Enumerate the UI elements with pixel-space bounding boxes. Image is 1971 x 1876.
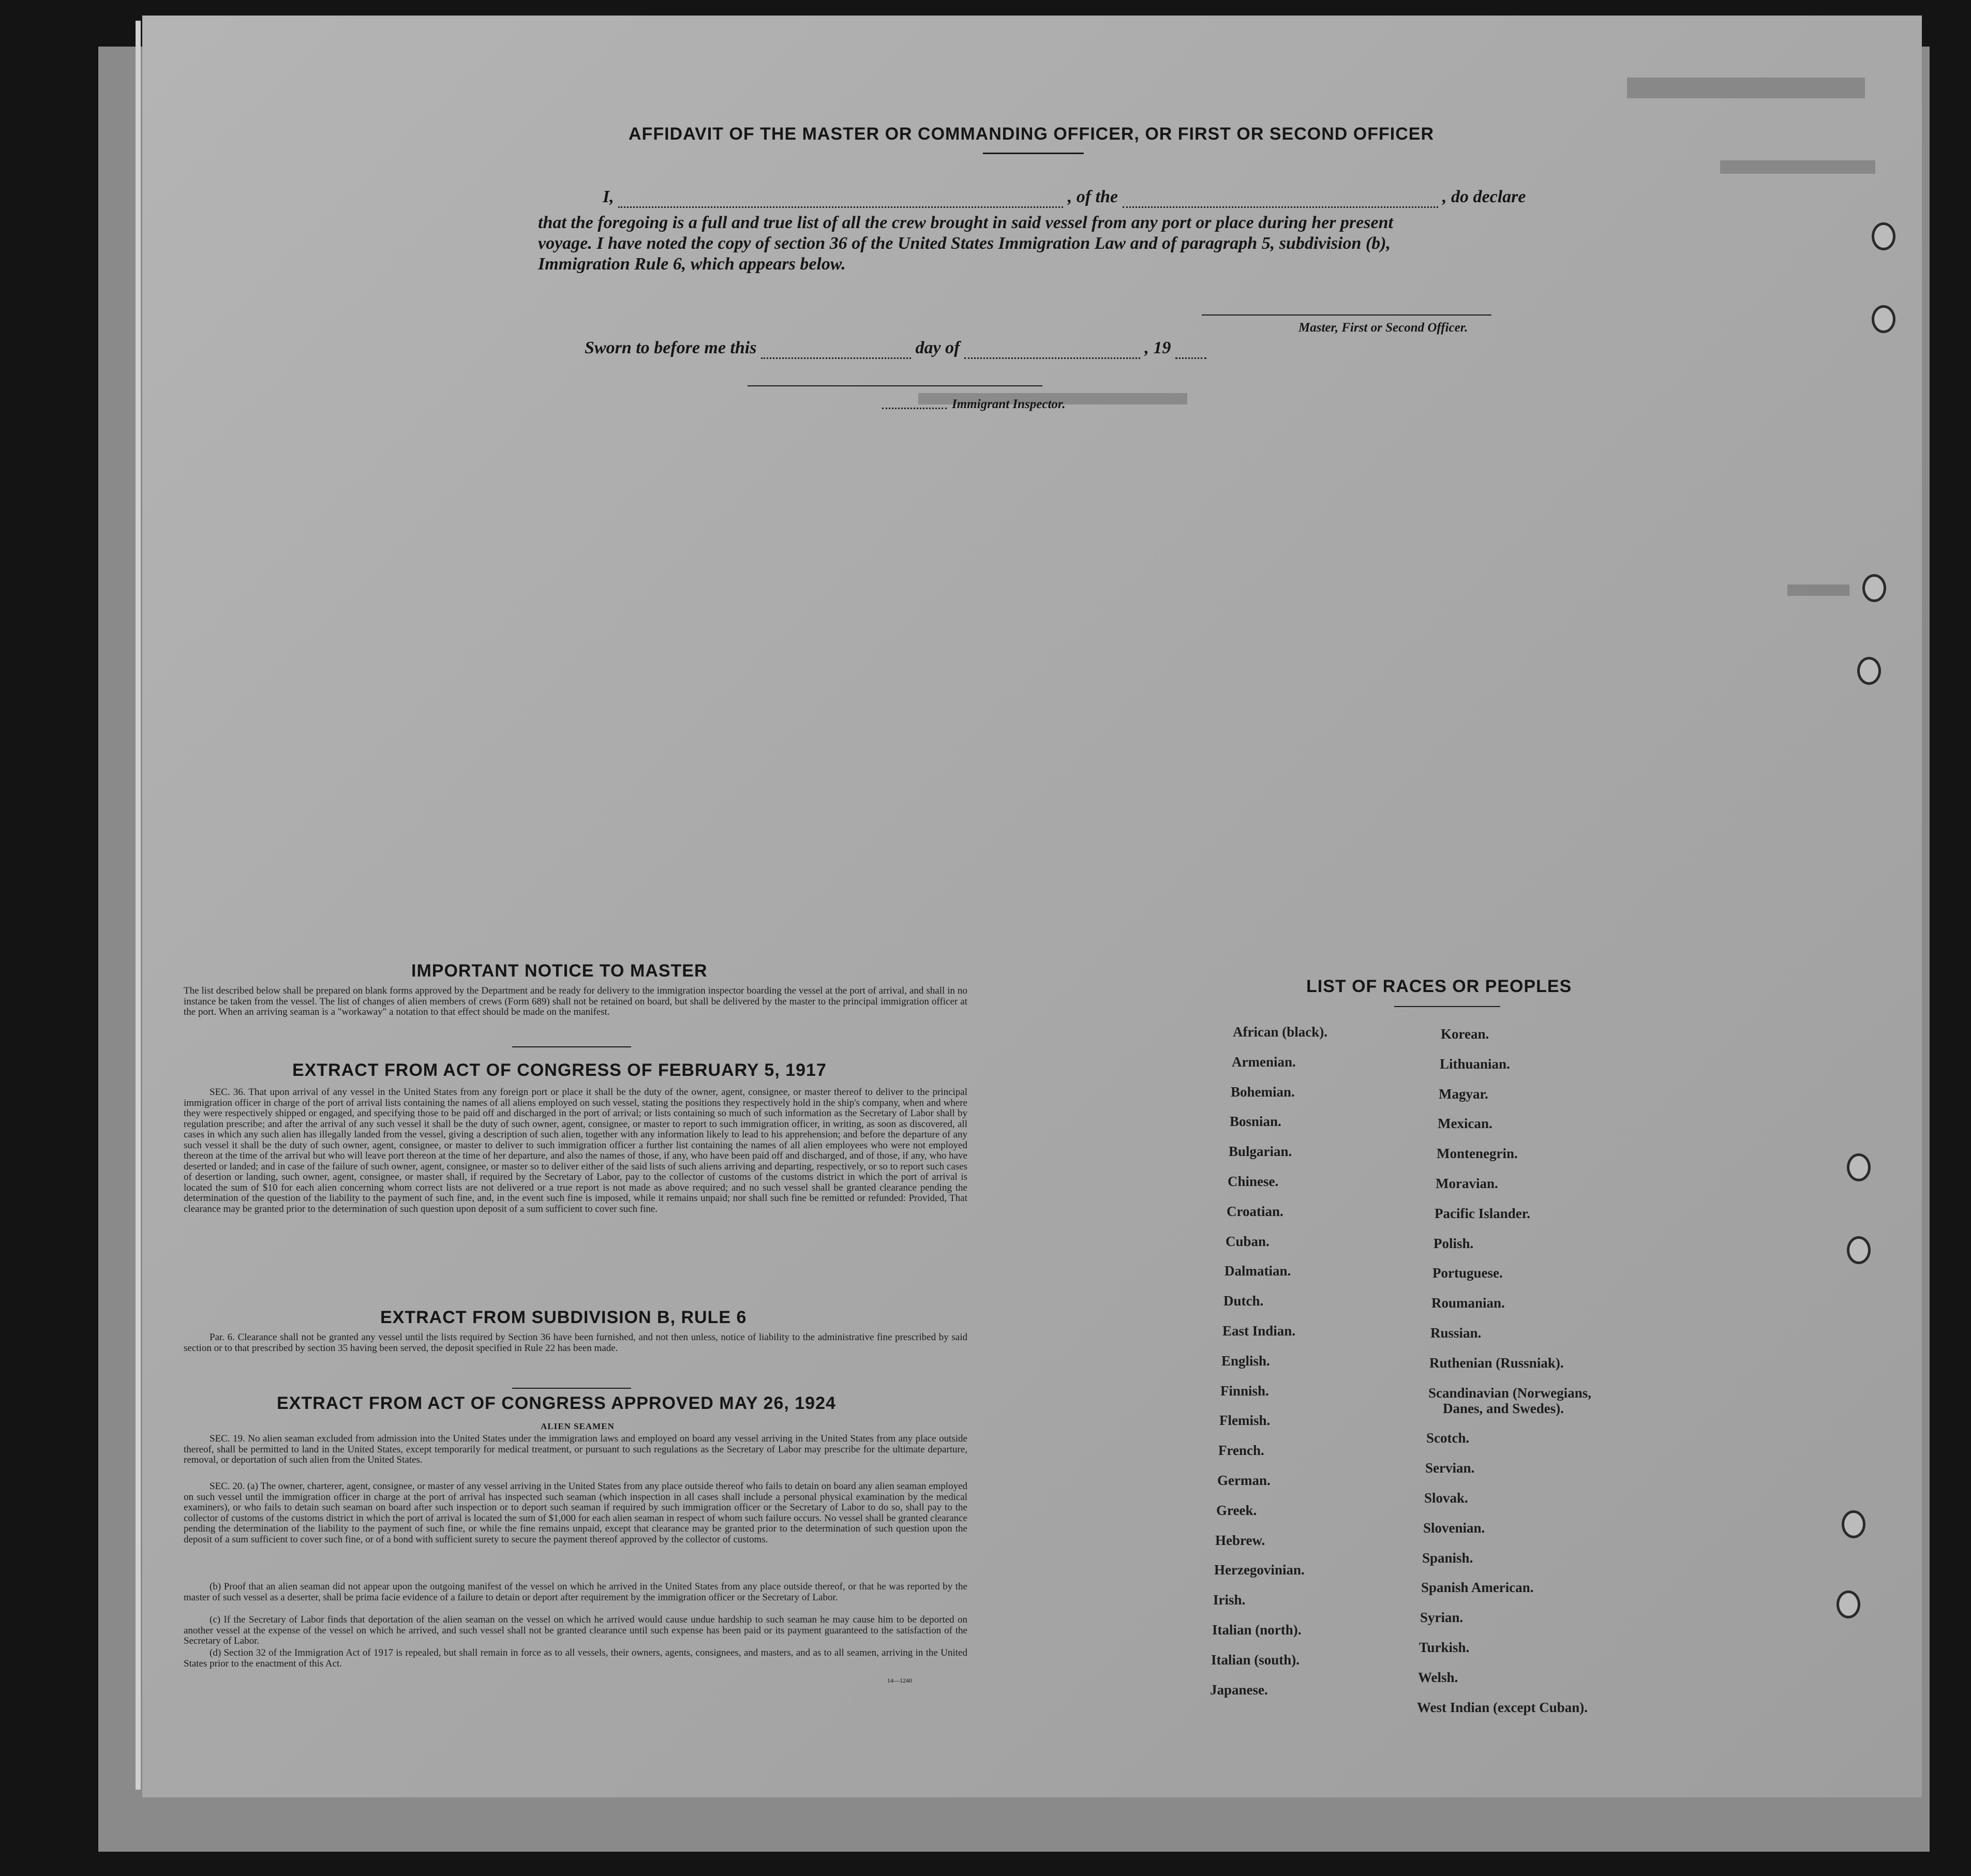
title-rule <box>983 153 1084 154</box>
affidavit-line-1 <box>603 186 1526 208</box>
race-entry: Bosnian. <box>1230 1114 1281 1130</box>
race-entry: Mexican. <box>1438 1116 1492 1132</box>
sworn-day-field[interactable] <box>761 342 911 359</box>
alien-seamen-subtitle: ALIEN SEAMEN <box>541 1421 615 1431</box>
race-entry: Flemish. <box>1219 1413 1271 1429</box>
race-entry: English. <box>1221 1353 1270 1369</box>
race-entry: Danes, and Swedes). <box>1443 1400 1564 1416</box>
bleed-through-mark <box>1787 584 1849 596</box>
race-entry: Bohemian. <box>1231 1084 1295 1100</box>
sworn-line <box>585 337 1206 359</box>
race-entry: Croatian. <box>1227 1203 1283 1219</box>
binder-hole <box>1836 1590 1860 1618</box>
race-entry: Japanese. <box>1210 1682 1268 1698</box>
race-entry: Pacific Islander. <box>1435 1205 1530 1221</box>
race-entry: Russian. <box>1430 1325 1482 1341</box>
document-page <box>142 16 1922 1797</box>
race-entry: Chinese. <box>1228 1174 1279 1189</box>
race-entry: Scotch. <box>1426 1430 1470 1446</box>
race-entry: Spanish. <box>1422 1550 1473 1566</box>
race-entry: Dutch. <box>1223 1293 1264 1309</box>
master-signature-line[interactable] <box>1202 314 1491 316</box>
binder-hole <box>1847 1153 1871 1181</box>
sworn-year-field[interactable] <box>1175 342 1206 359</box>
binder-hole <box>1842 1510 1865 1538</box>
race-entry: Polish. <box>1434 1235 1474 1251</box>
notice-rule <box>512 1046 631 1047</box>
race-entry: Welsh. <box>1418 1669 1458 1685</box>
affidavit-line-3: voyage. I have noted the copy of section 36 of the United States Immigration Law and of paragraph 5, subdivision (b), <box>538 234 1391 253</box>
race-entry: Roumanian. <box>1431 1295 1505 1311</box>
race-entry: African (black). <box>1233 1024 1327 1040</box>
sworn-month-field[interactable] <box>964 342 1140 359</box>
binder-hole <box>1872 222 1895 250</box>
inspector-dots <box>882 397 947 409</box>
binder-hole <box>1872 305 1895 333</box>
race-entry: Moravian. <box>1436 1176 1498 1191</box>
page-edge <box>136 21 141 1790</box>
notice-title: IMPORTANT NOTICE TO MASTER <box>411 961 708 981</box>
sec-20d-text: (d) Section 32 of the Immigration Act of 1917 is repealed, but shall remain in force as to all vessels, their owners, agents, consignees, and masters, and as to all seamen, arriving in the United States prior to the enactment of this Act. <box>184 1647 967 1669</box>
race-entry: Syrian. <box>1420 1610 1464 1626</box>
race-entry: Italian (north). <box>1212 1622 1302 1638</box>
race-entry: Slovenian. <box>1423 1520 1485 1536</box>
extract-rule6-text: Par. 6. Clearance shall not be granted any vessel until the lists required by Section 36 have been furnished, and not then unless, notice of liability to the administrative fine prescribed by said section or to that prescribed by section 35 having been served, the deposit specified in Rule 22 has been made. <box>184 1332 967 1354</box>
extract-1917-title: EXTRACT FROM ACT OF CONGRESS OF FEBRUARY 5, 1917 <box>292 1060 827 1080</box>
races-title: LIST OF RACES OR PEOPLES <box>1306 977 1572 996</box>
inspector-label: Immigrant Inspector. <box>952 397 1066 411</box>
race-entry: Ruthenian (Russniak). <box>1429 1355 1564 1371</box>
extract-rule6-title: EXTRACT FROM SUBDIVISION B, RULE 6 <box>380 1308 747 1327</box>
inspector-signature-line[interactable] <box>748 385 1042 386</box>
race-entry: Slovak. <box>1424 1490 1468 1506</box>
race-entry: Magyar. <box>1439 1086 1488 1102</box>
affidavit-of-the: , of the <box>1067 187 1118 206</box>
extract-1924-title: EXTRACT FROM ACT OF CONGRESS APPROVED MAY 26, 1924 <box>277 1393 836 1413</box>
affidavit-i: I, <box>603 187 614 206</box>
vessel-name-field[interactable] <box>1123 191 1438 208</box>
race-entry: East Indian. <box>1222 1323 1296 1339</box>
race-entry: Dalmatian. <box>1225 1263 1291 1279</box>
race-entry: Portuguese. <box>1432 1265 1503 1281</box>
sworn-year: , 19 <box>1144 338 1171 357</box>
race-entry: Hebrew. <box>1215 1532 1265 1548</box>
master-name-field[interactable] <box>618 191 1063 208</box>
master-label: Master, First or Second Officer. <box>1298 321 1468 335</box>
sec-20b-text: (b) Proof that an alien seaman did not appear upon the outgoing manifest of the vessel on which he arrived in the United States from any place outside thereof, or that he was reported by the master of such vessel as a deserter, shall be prima facie evidence of a failure to detain or deport after requirement by the immigration officer or the Secretary of Labor. <box>184 1581 967 1603</box>
race-entry: French. <box>1218 1443 1264 1459</box>
race-entry: Lithuanian. <box>1440 1056 1510 1072</box>
sec-20c-text: (c) If the Secretary of Labor finds that deportation of the alien seaman on the vessel on which he arrived would cause undue hardship to such seaman he may cause him to be deported on another vessel at the expense of the vessel on which he arrived, and such vessel shall not be granted clearance until such expense has been paid or its payment guaranteed to the satisfaction of the Secretary of Labor. <box>184 1614 967 1646</box>
binder-hole <box>1862 574 1886 602</box>
race-entry: Turkish. <box>1419 1640 1470 1655</box>
affidavit-do-declare: , do declare <box>1442 187 1526 206</box>
race-entry: Cuban. <box>1226 1233 1270 1249</box>
race-entry: Greek. <box>1216 1502 1257 1518</box>
race-entry: Scandinavian (Norwegians, <box>1428 1385 1592 1401</box>
races-rule <box>1394 1006 1500 1007</box>
race-entry: Montenegrin. <box>1437 1146 1518 1162</box>
race-entry: Finnish. <box>1220 1383 1269 1399</box>
sworn-start: Sworn to before me this <box>585 338 757 357</box>
bleed-through-mark <box>1627 78 1865 98</box>
sec-19-text: SEC. 19. No alien seaman excluded from admission into the United States under the immigration laws and employed on board any vessel arriving in the United States from any place outside thereof, shall be permitted to land in the United States, except temporarily for medical treatment, or pursuant to such regulations as the Secretary of Labor may prescribe for the ultimate departure, removal, or deportation of such alien from the United States. <box>184 1433 967 1465</box>
extract-1917-text: SEC. 36. That upon arrival of any vessel in the United States from any foreign port or place it shall be the duty of the owner, agent, consignee, or master thereof to deliver to the principal immigration officer in charge of the port of arrival lists containing the names of all aliens employed on such vessel, stating the positions they respectively hold in the ship's company, when and where they were respectively shipped or engaged, and specifying those to be paid off and discharged in the port of arrival; or lists containing so much of such information as the Secretary of Labor shall by regulation prescribe; and after the arrival of any such vessel it shall be the duty of such owner, agent, consignee, or master to report to such immigration officer, in writing, as soon as discovered, all cases in which any such alien has illegally landed from the vessel, giving a description of such alien, together with any information likely to lead to his apprehension; and before the departure of any such vessel it shall be the duty of such owner, agent, consignee, or master to deliver to such immigration officer a further list containing the names of all alien employees who were not employed thereon at the time of the arrival but who will leave port thereon at the time of her departure, and also the names of those, if any, who have been paid off and discharged, and of those, if any, who have deserted or landed; and in case of the failure of such owner, agent, consignee, or master so to deliver either of the said lists of such aliens arriving and departing, respectively, or so to report such cases of desertion or landing, such owner, agent, consignee, or master shall, if required by the Secretary of Labor, pay to the collector of customs of the customs district in which the port of arrival is located the sum of $10 for each alien concerning whom correct lists are not delivered or a true report is not made as above required; and no such vessel shall be granted clearance pending the determination of the question of the liability to the payment of such fine, and, in the event such fine is imposed, while it remains unpaid; nor shall such fine be remitted or refunded: Provided, That clearance may be granted prior to the determination of such question upon deposit of a sum sufficient to cover such fine. <box>184 1087 967 1214</box>
race-entry: Armenian. <box>1232 1054 1296 1070</box>
bleed-through-mark <box>1720 160 1875 174</box>
race-entry: Spanish American. <box>1421 1580 1534 1596</box>
race-entry: Servian. <box>1425 1460 1475 1476</box>
notice-text: The list described below shall be prepared on blank forms approved by the Department and be ready for delivery to the immigration inspector boarding the vessel at the port of arrival, and shall in no instance be taken from the vessel. The list of changes of alien members of crews (Form 689) shall not be retained on board, but shall be delivered by the master to the principal immigration officer at the port. When an arriving seaman is a "workaway" a notation to that effect should be made on the manifest. <box>184 985 967 1017</box>
race-entry: West Indian (except Cuban). <box>1417 1699 1588 1715</box>
race-entry: Herzegovinian. <box>1214 1562 1305 1578</box>
race-entry: Korean. <box>1441 1026 1489 1042</box>
affidavit-line-2: that the foregoing is a full and true list of all the crew brought in said vessel from any port or place during her present <box>538 213 1393 232</box>
affidavit-title: AFFIDAVIT OF THE MASTER OR COMMANDING OFFICER, OR FIRST OR SECOND OFFICER <box>629 124 1434 144</box>
form-number: 14—1240 <box>887 1677 912 1684</box>
rule6-rule <box>512 1388 631 1389</box>
race-entry: Bulgarian. <box>1229 1144 1292 1160</box>
sec-20a-text: SEC. 20. (a) The owner, charterer, agent, consignee, or master of any vessel arriving in the United States from any place outside thereof who fails to detain on board any alien seaman employed on such vessel until the immigration officer in charge at the port of arrival has inspected such seaman (which inspection in all cases shall include a personal physical examination by the medical examiners), or who fails to detain such seaman on board after such inspection or to deport such seaman if required by such immigration officer or the Secretary of Labor to do so, shall pay to the collector of customs of the customs district in which the port of arrival is located the sum of $1,000 for each alien seaman in respect of whom such failure occurs. No vessel shall be granted clearance pending the determination of the liability to the payment of such fine, or while the fine remains unpaid, except that clearance may be granted prior to the determination of such question upon the deposit of a sum sufficient to cover such fine, or of a bond with sufficient surety to secure the payment thereof approved by the collector of customs. <box>184 1481 967 1545</box>
affidavit-line-4: Immigration Rule 6, which appears below. <box>538 254 846 274</box>
binder-hole <box>1847 1236 1871 1264</box>
sworn-day-of: day of <box>915 338 960 357</box>
race-entry: German. <box>1217 1473 1271 1488</box>
race-entry: Italian (south). <box>1211 1652 1300 1668</box>
race-entry: Irish. <box>1213 1592 1246 1608</box>
binder-hole <box>1857 657 1881 685</box>
